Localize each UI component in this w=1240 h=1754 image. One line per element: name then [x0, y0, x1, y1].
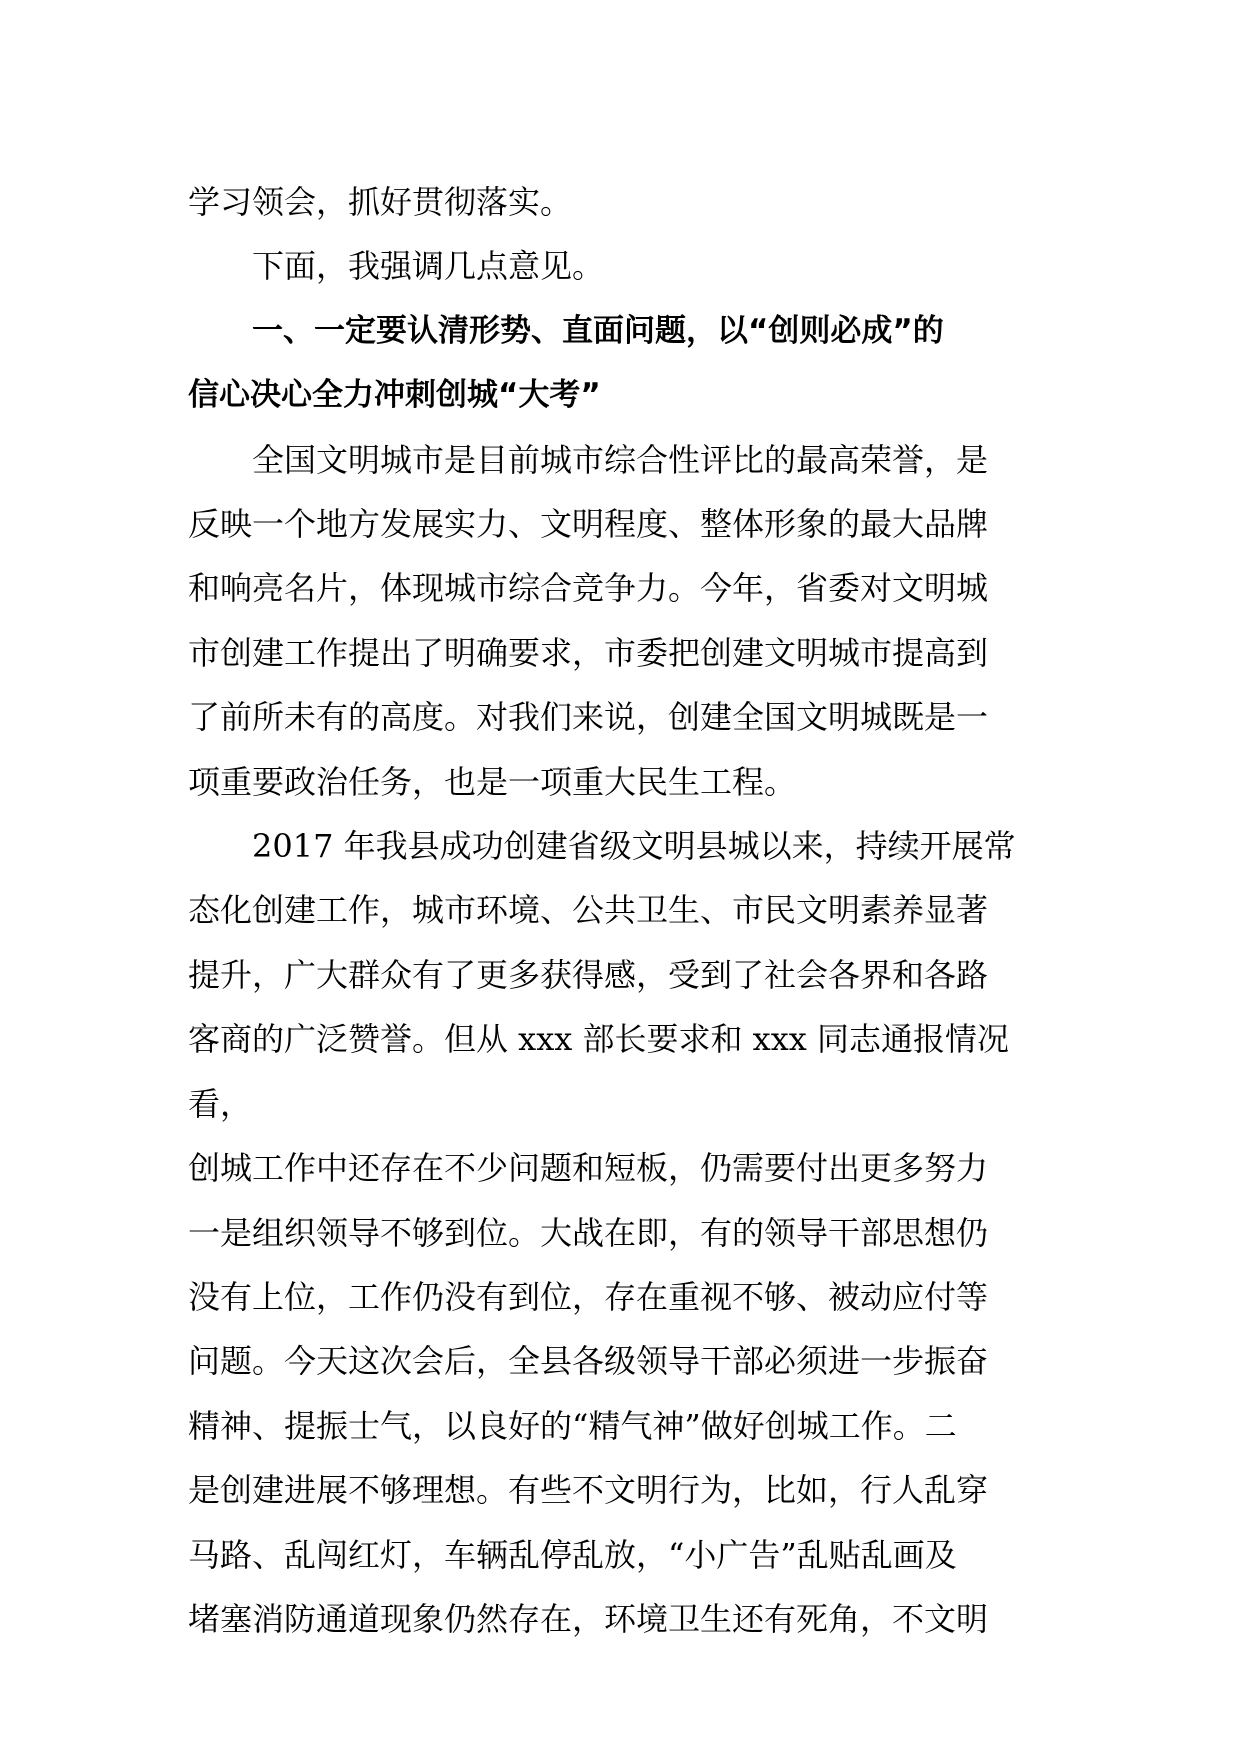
paragraph-civilized-city: 全国文明城市是目前城市综合性评比的最高荣誉，是 反映一个地方发展实力、文明程度、整体形象的最大品牌 和响亮名片，体现城市综合竞争力。今年，省委对文明城 市创建工作提出了明确要求，市委把创建文明城市提高到 了前所未有的高度。对我们来说，创建全国文明城既是一 项重要政治任务，也是一项重大民生工程。 [188, 440, 989, 801]
paragraph-progress-and-problems: 2017 年我县成功创建省级文明县城以来，持续开展常 态化创建工作，城市环境、公共卫生、市民文明素养显著 提升，广大群众有了更多获得感，受到了社会各界和各路 客商的广泛赞誉。但从 xxx 部长要求和 xxx 同志通报情况看， 创城工作中还存在不少问题和短板，仍需要付出更多努力 一是组织领导不够到位。大战在即，有的领导干部思想仍 没有上位，工作仍没有到位，存在重视不够、被动应付等 问题。今天这次会后，全县各级领导干部必须进一步振奋 精神、提振士气，以良好的“精气神”做好创城工作。二 是创建进展不够理想。有些不文明行为，比如，行人乱穿 马路、乱闯红灯，车辆乱停乱放，“小广告”乱贴乱画及 堵塞消防通道现象仍然存在，环境卫生还有死角，不文明 [188, 827, 1016, 1638]
paragraph-intro: 下面，我强调几点意见。 [252, 247, 605, 286]
paragraph-continuation: 学习领会，抓好贯彻落实。 [188, 183, 573, 221]
section-heading: 一、一定要认清形势、直面问题，以“创则必成”的 信心决心全力冲刺创城“大考” [188, 312, 944, 414]
document-body [188, 170, 1068, 1651]
